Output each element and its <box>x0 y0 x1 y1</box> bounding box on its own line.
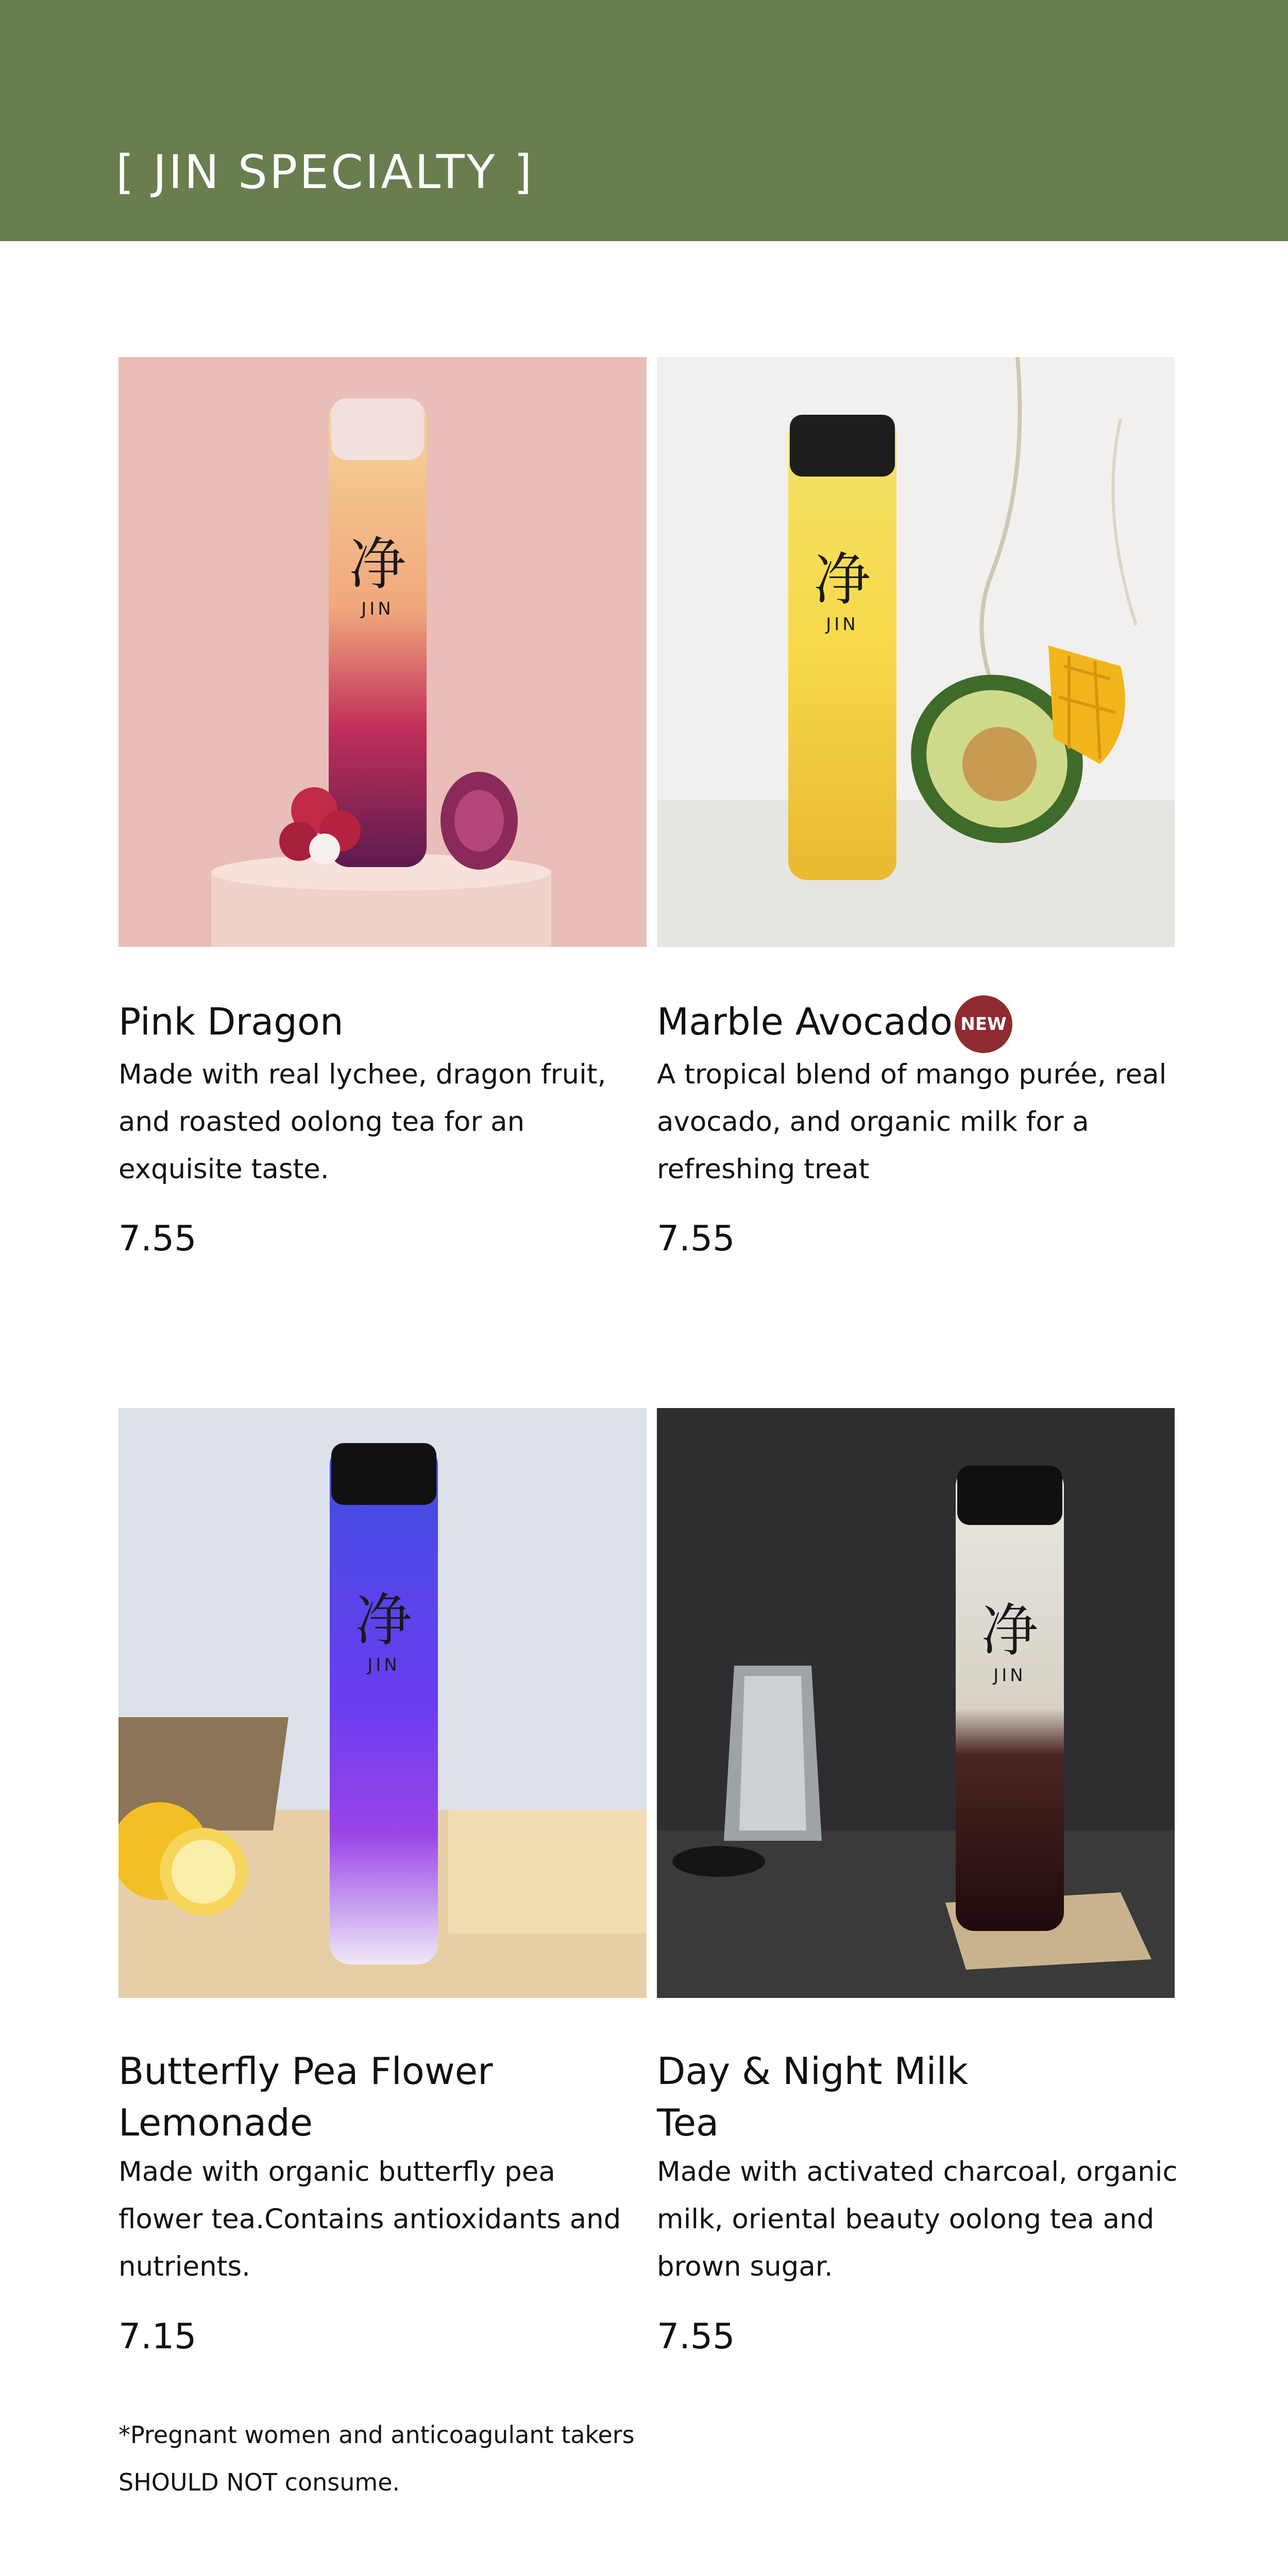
item-description: Made with organic butterfly pea flower tea.Contains antioxidants and nutrients. <box>118 2156 621 2282</box>
item-price: 7.55 <box>657 1218 735 1259</box>
bottle-logo-mark: 净 <box>349 531 406 597</box>
page-title: [ JIN SPECIALTY ] <box>116 145 534 199</box>
page-header <box>0 0 1288 241</box>
bottle-logo-brand: JIN <box>367 1655 400 1675</box>
bottle-logo-brand: JIN <box>993 1665 1026 1686</box>
item-description: Made with real lychee, dragon fruit, and roasted oolong tea for an exquisite taste. <box>118 1059 606 1185</box>
item-note: *Pregnant women and anticoagulant takers SHOULD NOT consume. <box>118 2421 635 2496</box>
item-price: 7.55 <box>118 1218 197 1259</box>
item-name: Marble Avocado <box>657 1000 953 1043</box>
bottle-logo-brand: JIN <box>826 614 859 635</box>
day-night-milk-tea-photo <box>657 1408 1175 1998</box>
butterfly-pea-lemonade-photo <box>118 1408 647 1998</box>
bottle-logo-mark: 净 <box>814 547 871 613</box>
bottle-logo-mark: 净 <box>981 1598 1038 1664</box>
item-price: 7.55 <box>657 2316 735 2357</box>
bottle-logo-mark: 净 <box>355 1587 412 1653</box>
bottle-logo-brand: JIN <box>361 599 394 619</box>
item-price: 7.15 <box>118 2316 197 2357</box>
item-name: Pink Dragon <box>118 1000 344 1043</box>
item-description: Made with activated charcoal, organic milk, oriental beauty oolong tea and brown sugar. <box>657 2156 1178 2282</box>
new-badge: NEW <box>955 995 1012 1053</box>
pink-dragon-photo <box>118 357 647 947</box>
item-name: Day & Night Milk Tea <box>657 2049 969 2144</box>
marble-avocado-photo <box>657 357 1175 947</box>
item-description: A tropical blend of mango purée, real avocado, and organic milk for a refreshing treat <box>657 1059 1167 1185</box>
item-name: Butterfly Pea Flower Lemonade <box>118 2049 493 2144</box>
